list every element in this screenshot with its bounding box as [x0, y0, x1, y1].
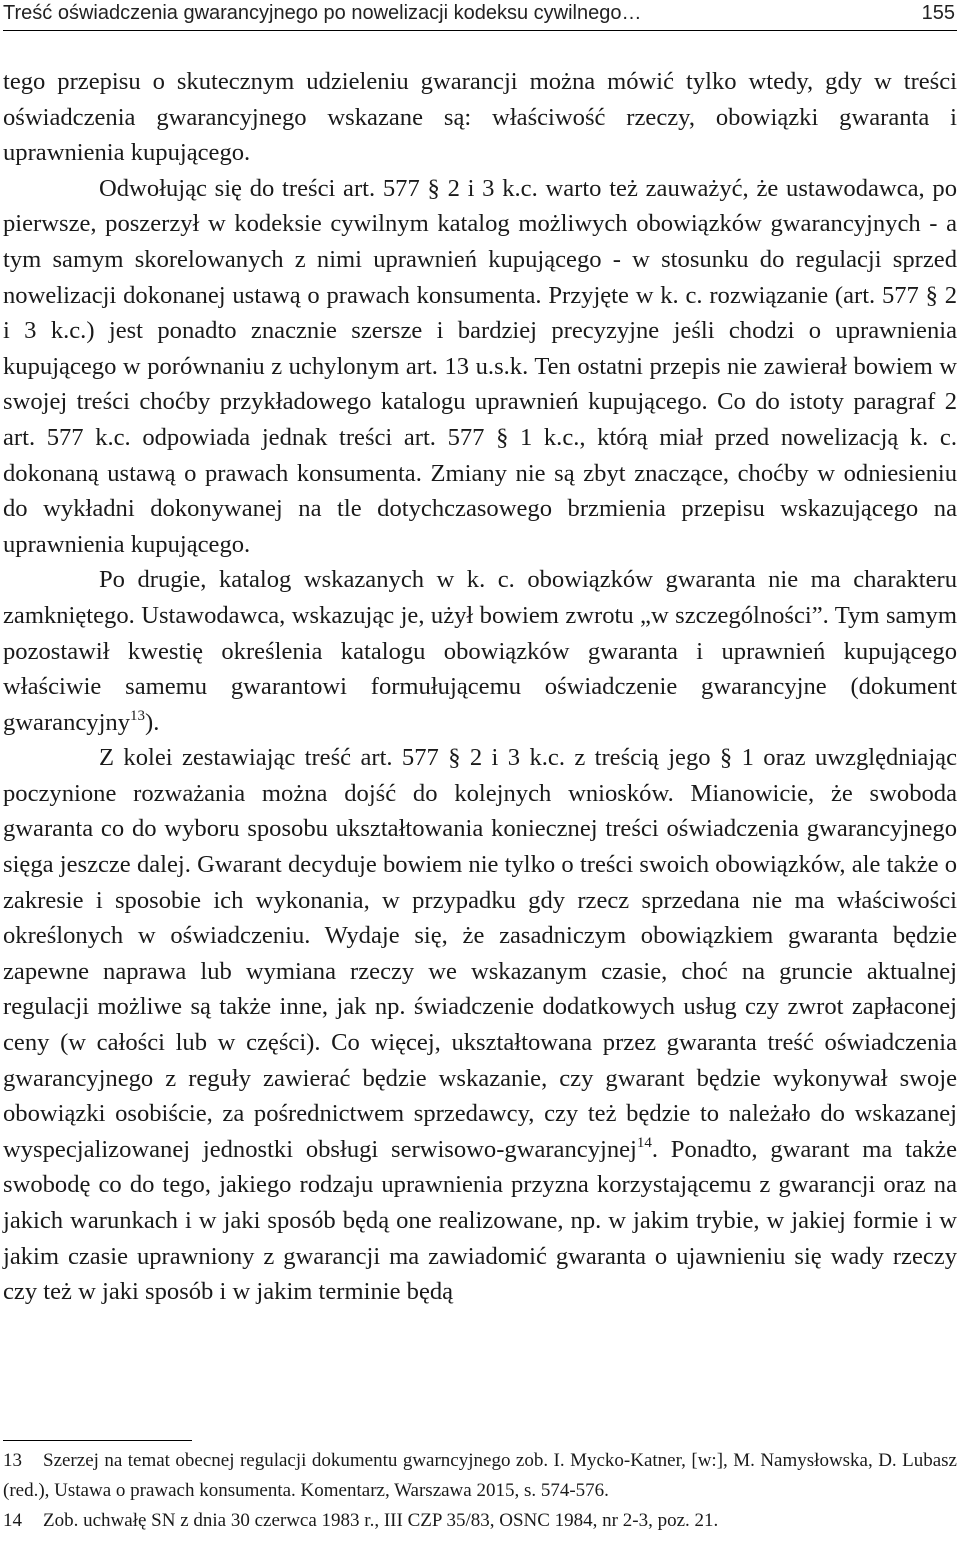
- footnote-text: Szerzej na temat obecnej regulacji dokumentu gwarncyjnego zob. I. Mycko-Katner, [w:], M. Namysłowska, D. Lubasz (red.), Ustawa o prawach konsumenta. Komentarz, Warszawa 2015, s. 574-576.: [3, 1450, 957, 1501]
- footnote-ref-13[interactable]: 13: [130, 707, 146, 724]
- footnote-number: 13: [3, 1450, 22, 1471]
- footnote-ref-14[interactable]: 14: [636, 1134, 652, 1151]
- paragraph-3-text: Po drugie, katalog wskazanych w k. c. obowiązków gwaranta nie ma charakteru zamkniętego. Ustawodawca, wskazując je, użył bowiem zwrotu „w szczególności”. Tym samym pozostawił kwestię określenia katalogu obowiązków gwaranta i uprawnień kupującego właściwie samemu gwarantowi formułującemu oświadczenie gwarancyjne (dokument gwarancyjny: [3, 566, 957, 736]
- paragraph-1: tego przepisu o skutecznym udzieleniu gwarancji można mówić tylko wtedy, gdy w treści oświadczenia gwarancyjnego wskazane są: właściwość rzeczy, obowiązki gwaranta i uprawnienia kupującego.: [3, 68, 957, 167]
- paragraph-4-end: . Ponadto, gwarant ma także swobodę co do tego, jakiego rodzaju uprawnienia przyzna korzystającemu z gwarancji oraz na jakich warunkach i w jaki sposób będą one realizowane, np. w jakim trybie, w jakiej formie i w jakim czasie uprawniony z gwarancji ma zawiadomić gwaranta o ujawnieniu się wady rzeczy czy też w jaki sposób i w jakim terminie będą: [3, 1135, 957, 1306]
- paragraph-3: [3, 562, 957, 740]
- page-header: [3, 0, 957, 31]
- paragraph-4: [3, 740, 957, 1310]
- paragraph-2: Odwołując się do treści art. 577 § 2 i 3 k.c. warto też zauważyć, że ustawodawca, po pierwsze, poszerzył w kodeksie cywilnym katalog możliwych obowiązków gwarancyjnych - a tym samym skorelowanych z nimi uprawnień kupującego - w stosunku do regulacji sprzed nowelizacji dokonanej ustawą o prawach konsumenta. Przyjęte w k. c. rozwiązanie (art. 577 § 2 i 3 k.c.) jest ponadto znacznie szersze i bardziej precyzyjne jeśli chodzi o uprawnienia kupującego w porównaniu z uchylonym art. 13 u.s.k. Ten ostatni przepis nie zawierał bowiem w swojej treści choćby przykładowego katalogu uprawnień kupującego. Co do istoty paragraf 2 art. 577 k.c. odpowiada jednak treści art. 577 § 1 k.c., którą miał przed nowelizacją k. c. dokonaną ustawą o prawach konsumenta. Zmiany nie są zbyt znaczące, choćby w odniesieniu do wykładni dokonywanej na tle dotychczasowego brzmienia przepisu wskazującego na uprawnienia kupującego.: [3, 174, 957, 558]
- page-number: 155: [921, 2, 955, 24]
- paragraph-4-text: Z kolei zestawiając treść art. 577 § 2 i 3 k.c. z treścią jego § 1 oraz uwzględniając poczynione rozważania można dojść do kolejnych wniosków. Mianowicie, że swoboda gwaranta co do wyboru sposobu ukształtowania koniecznej treści oświadczenia gwarancyjnego sięga jeszcze dalej. Gwarant decyduje bowiem nie tylko o treści swoich obowiązków, ale także o zakresie i sposobie ich wykonania, w przypadku gdy rzecz sprzedana nie ma właściwości określonych w oświadczeniu. Wydaje się, że zasadniczym obowiązkiem gwaranta będzie zapewne naprawa lub wymiana rzeczy we wskazanym czasie, choć na gruncie aktualnej regulacji możliwe są także inne, jak np. świadczenie dodatkowych usług czy zwrot zapłaconej ceny (w całości lub w części). Co więcej, ukształtowana przez gwaranta treść oświadczenia gwarancyjnego z reguły zawierać będzie wskazanie, czy gwarant będzie wykonywał swoje obowiązki osobiście, za pośrednictwem sprzedawcy, czy też będzie to należało do wskazanej wyspecjalizowanej jednostki obsługi serwisowo-gwarancyjnej: [3, 744, 957, 1163]
- main-text: [3, 64, 957, 1310]
- footnote-14: [3, 1506, 957, 1536]
- paragraph-3-end: ).: [145, 708, 160, 736]
- footnote-number: 14: [3, 1510, 22, 1531]
- running-title: Treść oświadczenia gwarancyjnego po nowelizacji kodeksu cywilnego…: [3, 2, 642, 24]
- footnote-13: [3, 1446, 957, 1506]
- footnotes: [3, 1446, 957, 1536]
- footnote-text: Zob. uchwałę SN z dnia 30 czerwca 1983 r., III CZP 35/83, OSNC 1984, nr 2-3, poz. 21.: [43, 1510, 719, 1531]
- footnote-separator: [3, 1440, 192, 1441]
